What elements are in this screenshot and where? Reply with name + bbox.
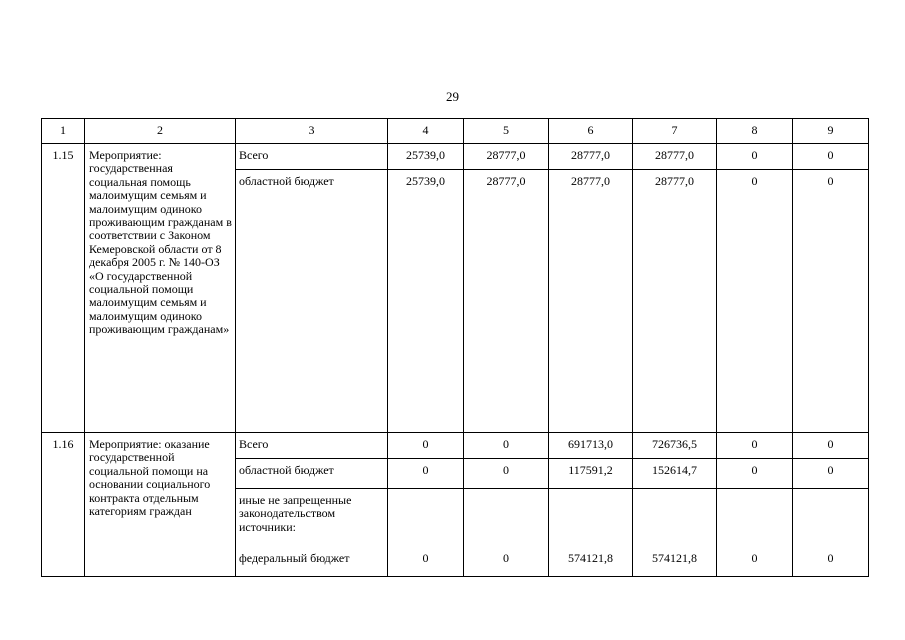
table-row [42,144,869,170]
value-cell: 28777,0 [549,170,633,433]
value-cell: 0 [717,144,793,170]
value-cell: 28777,0 [633,144,717,170]
value-cell [549,489,633,545]
value-cell: 28777,0 [464,144,549,170]
table-row [42,433,869,459]
value-cell: 117591,2 [549,459,633,489]
value-cell: 0 [464,459,549,489]
value-cell [388,489,464,545]
column-header: 1 [42,119,85,144]
funding-source: областной бюджет [236,170,388,433]
column-header: 5 [464,119,549,144]
column-header: 3 [236,119,388,144]
value-cell: 0 [388,433,464,459]
value-cell: 0 [793,170,869,433]
column-header: 6 [549,119,633,144]
column-header: 9 [793,119,869,144]
header-row [42,119,869,144]
value-cell [717,489,793,545]
funding-source: иные не запрещенные законодательством источники: [236,489,388,545]
value-cell: 574121,8 [549,544,633,577]
value-cell: 0 [717,544,793,577]
value-cell: 0 [793,459,869,489]
value-cell: 25739,0 [388,144,464,170]
value-cell: 0 [464,433,549,459]
row-description: Мероприятие: государственная социальная помощь малоимущим семьям и малоимущим одиноко проживающим гражданам в соответствии с Законом Кемеровской области от 8 декабря 2005 г. № 140-ОЗ «О государственной социальной помощи малоимущим семьям и малоимущим одиноко проживающим гражданам» [85,144,236,433]
value-cell: 0 [793,433,869,459]
value-cell: 0 [717,170,793,433]
row-description: Мероприятие: оказание государственной социальной помощи на основании социального контракта отдельным категориям граждан [85,433,236,577]
value-cell: 574121,8 [633,544,717,577]
value-cell [464,489,549,545]
value-cell: 0 [717,459,793,489]
value-cell: 0 [388,544,464,577]
column-header: 8 [717,119,793,144]
value-cell: 25739,0 [388,170,464,433]
value-cell: 0 [717,433,793,459]
column-header: 4 [388,119,464,144]
funding-source: федеральный бюджет [236,544,388,577]
value-cell: 28777,0 [464,170,549,433]
funding-source: Всего [236,144,388,170]
value-cell: 726736,5 [633,433,717,459]
row-code: 1.16 [42,433,85,577]
value-cell: 0 [793,544,869,577]
row-code: 1.15 [42,144,85,433]
value-cell: 152614,7 [633,459,717,489]
value-cell: 691713,0 [549,433,633,459]
value-cell: 0 [464,544,549,577]
value-cell: 28777,0 [549,144,633,170]
value-cell [793,489,869,545]
value-cell: 0 [388,459,464,489]
funding-source: областной бюджет [236,459,388,489]
funding-source: Всего [236,433,388,459]
page-number: 29 [446,89,459,104]
value-cell [633,489,717,545]
column-header: 7 [633,119,717,144]
value-cell: 0 [793,144,869,170]
value-cell: 28777,0 [633,170,717,433]
column-header: 2 [85,119,236,144]
program-funding-table [41,118,869,577]
